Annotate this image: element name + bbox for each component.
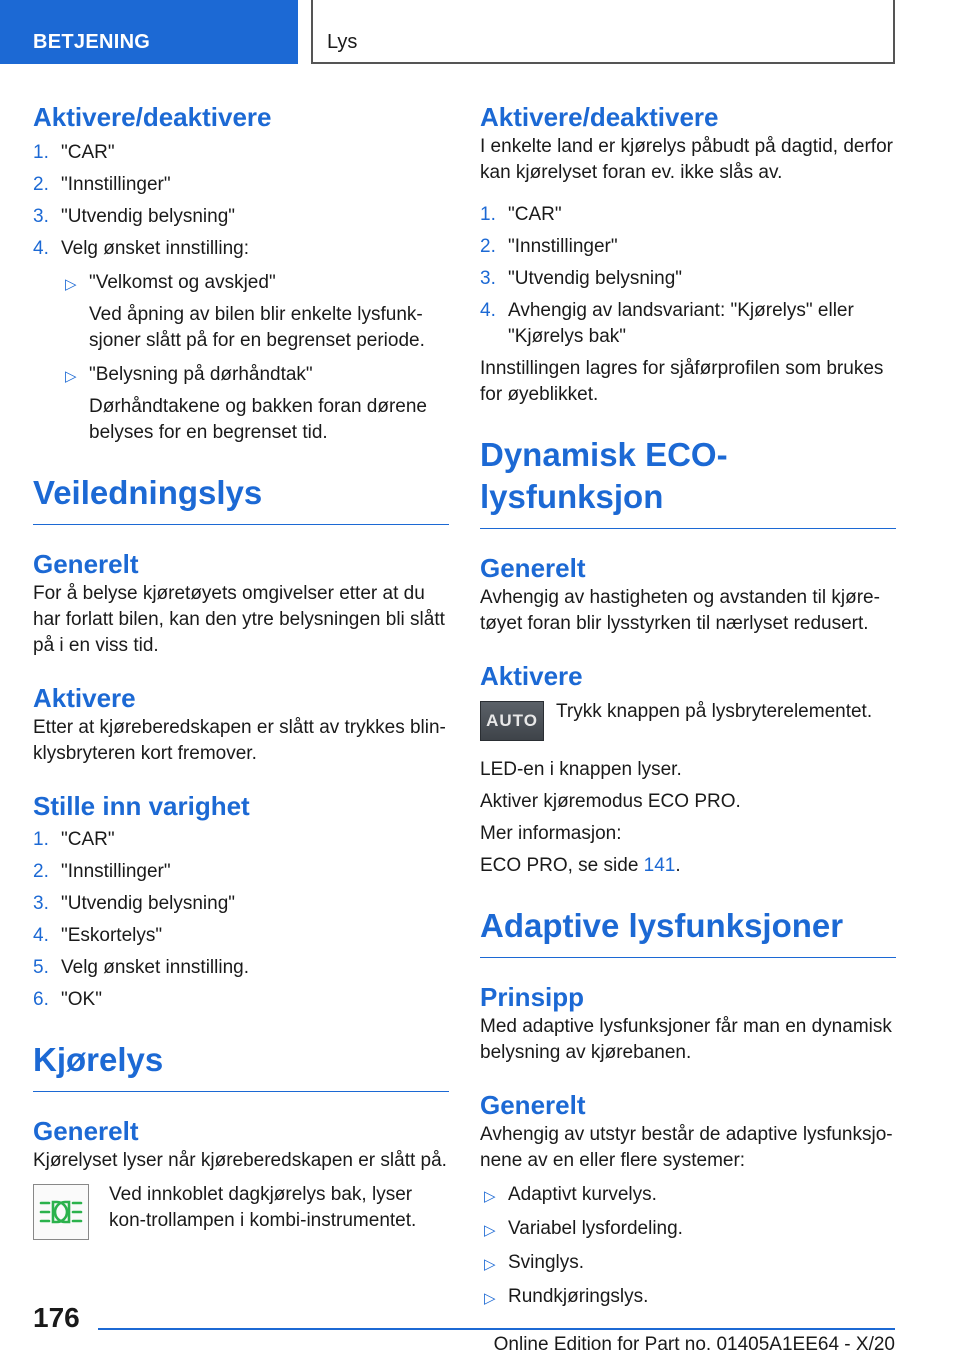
page-number: 176	[33, 1302, 80, 1333]
heading-activate: Aktivere	[480, 661, 583, 691]
paragraph: Mer informasjon:	[480, 823, 622, 844]
daytime-running-light-icon	[33, 1184, 89, 1240]
list-item: 2. "Innstillinger"	[33, 174, 171, 195]
button-note	[480, 699, 896, 757]
left-column	[33, 100, 449, 1240]
heading-activate: Aktivere	[33, 683, 136, 713]
indicator-note	[33, 1182, 449, 1240]
heading-general: Generelt	[33, 1116, 139, 1146]
triangle-bullet-icon: ▷	[65, 368, 77, 385]
heading-activate-deactivate: Aktivere/deaktivere	[33, 102, 272, 132]
list-item: ▷ Adaptivt kurvelys.	[480, 1182, 896, 1208]
options-list	[61, 270, 449, 446]
heading-guide-light: Veiledningslys	[33, 472, 449, 525]
list-item: 6. "OK"	[33, 989, 102, 1010]
paragraph: Innstillingen lagres for sjåførprofilen som brukes for øyeblikket.	[480, 358, 884, 405]
right-column	[480, 100, 896, 1318]
list-item: 4. Velg ønsket innstilling: ▷ "Velkomst og avskjed" Ved åpning av bilen blir enkelte lysfunk-sjoner slått på for en begrenset periode. ▷ "Belysning på dørhåndtak" Dørhåndtakene og bakken foran dørene belyses for en begrenset tid.	[33, 236, 449, 446]
list-item: 1. "CAR"	[480, 204, 562, 225]
list-item: 5. Velg ønsket innstilling.	[33, 957, 249, 978]
list-item: 1. "CAR"	[33, 829, 115, 850]
heading-general: Generelt	[480, 553, 586, 583]
list-item: 3. "Utvendig belysning"	[33, 893, 236, 914]
heading-adaptive-light: Adaptive lysfunksjoner	[480, 905, 896, 958]
list-item: 3. "Utvendig belysning"	[480, 268, 683, 289]
section-tab	[0, 0, 298, 64]
heading-set-duration: Stille inn varighet	[33, 791, 250, 821]
list-item: ▷ Svinglys.	[480, 1250, 896, 1276]
page-reference: ECO PRO, se side 141.	[480, 855, 681, 876]
list-item: 4. "Eskortelys"	[33, 925, 163, 946]
edition-note: Online Edition for Part no. 01405A1EE64 - X/20	[493, 1334, 895, 1355]
heading-general: Generelt	[480, 1090, 586, 1120]
chapter-title: Lys	[327, 31, 358, 53]
list-item: 2. "Innstillinger"	[33, 861, 171, 882]
paragraph: I enkelte land er kjørelys påbudt på dagtid, derfor kan kjørelyset foran ev. ikke slås av.	[480, 136, 893, 183]
list-item: ▷ "Belysning på dørhåndtak" Dørhåndtakene og bakken foran dørene belyses for en begrenset tid.	[65, 364, 427, 443]
paragraph: For å belyse kjøretøyets omgivelser etter at du har forlatt bilen, kan den ytre belysningen bli slått på i en viss tid.	[33, 583, 445, 656]
paragraph: Kjørelyset lyser når kjøreberedskapen er slått på.	[33, 1150, 447, 1171]
paragraph: Aktiver kjøremodus ECO PRO.	[480, 791, 741, 812]
triangle-bullet-icon: ▷	[484, 1188, 496, 1205]
heading-daytime-running-lights: Kjørelys	[33, 1039, 449, 1092]
paragraph: Avhengig av utstyr består de adaptive lysfunksjo-nene av en eller flere systemer:	[480, 1124, 893, 1171]
paragraph: Ved innkoblet dagkjørelys bak, lyser kon-trollampen i kombi-instrumentet.	[109, 1184, 417, 1231]
list-item: ▷ Variabel lysfordeling.	[480, 1216, 896, 1242]
heading-eco-light: Dynamisk ECO-lysfunksjon	[480, 434, 896, 529]
heading-principle: Prinsipp	[480, 982, 585, 1012]
list-item: 4. Avhengig av landsvariant: "Kjørelys" eller "Kjørelys bak"	[480, 300, 854, 347]
paragraph: Trykk knappen på lysbryterelementet.	[556, 701, 873, 722]
heading-general: Generelt	[33, 549, 139, 579]
heading-activate-deactivate: Aktivere/deaktivere	[480, 102, 719, 132]
paragraph: LED-en i knappen lyser.	[480, 759, 682, 780]
list-item: 2. "Innstillinger"	[480, 236, 618, 257]
steps-list	[33, 140, 449, 446]
chapter-tab	[311, 0, 895, 64]
steps-list	[33, 827, 449, 1013]
list-item: ▷ "Velkomst og avskjed" Ved åpning av bilen blir enkelte lysfunk-sjoner slått på for en begrenset periode.	[65, 272, 425, 351]
triangle-bullet-icon: ▷	[484, 1256, 496, 1273]
triangle-bullet-icon: ▷	[484, 1290, 496, 1307]
footer-divider	[98, 1328, 895, 1330]
auto-button-icon: AUTO	[480, 701, 544, 741]
paragraph: Med adaptive lysfunksjoner får man en dynamisk belysning av kjørebanen.	[480, 1016, 892, 1063]
triangle-bullet-icon: ▷	[65, 276, 77, 293]
paragraph: Avhengig av hastigheten og avstanden til kjøre-tøyet foran blir lysstyrken til nærlyset redusert.	[480, 587, 880, 634]
steps-list	[480, 202, 896, 350]
paragraph: Etter at kjøreberedskapen er slått av trykkes blin-klysbryteren kort fremover.	[33, 717, 446, 764]
triangle-bullet-icon: ▷	[484, 1222, 496, 1239]
list-item: ▷ Rundkjøringslys.	[480, 1284, 896, 1310]
list-item: 3. "Utvendig belysning"	[33, 206, 236, 227]
section-title: BETJENING	[33, 31, 151, 53]
list-item: 1. "CAR"	[33, 142, 115, 163]
page-link[interactable]: 141	[643, 855, 676, 876]
systems-list	[480, 1182, 896, 1310]
